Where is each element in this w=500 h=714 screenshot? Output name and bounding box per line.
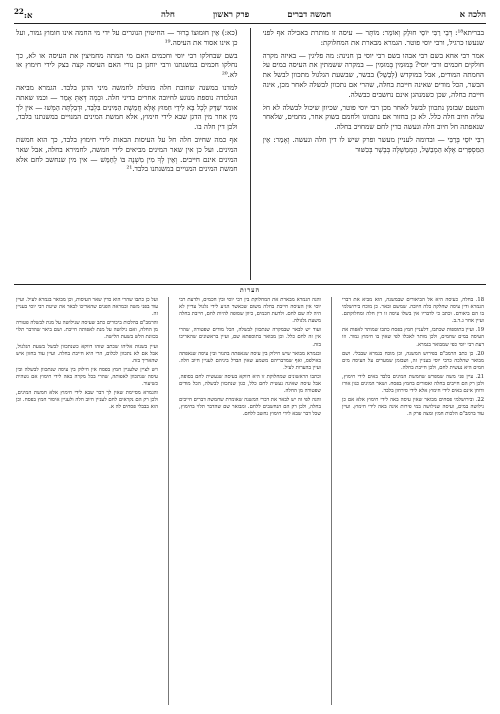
notes-column-center xyxy=(179,297,321,705)
footnote: ועיין בשנות אליהו שכתב שזהו דווקא כשנתכוון לבשל בשעת הגלגול, אבל אם לא נתכוון לכלום, הרי היא חייבת בחלה. ועיין עוד בחזון איש שהאריך בזה. xyxy=(16,343,158,364)
footnote: 18. בחלה, כעיסה היא אל הביאורים שבמשנה, הוא מביא את דברי הגמרא ודין עיסה שחלקה כלה חיובה. שמשם ובאר. כן מוכח בירושלמי בו הם ביאורם. וכתב כי לדבריו אין בשלו עיסה זו דין חלה ומחלוקתם. ועיין אחר ג.ד.ב. xyxy=(342,297,484,325)
footnote: ובגמרא מבואר שיש חילוק בין עיסה שנאפתה בתנור ובין עיסה שנאפתה באילפס, ואף שמדבריהם משמע שאין הבדל ביניהם לעניין חיוב חלה. ועיין בהערות לעיל. xyxy=(179,350,321,371)
footnote: והגמרא מסיימת שאין לך דבר שבא לידי חימוץ אלא חמשת המינים, ולכן רק הם נקראים לחם לעניין חיוב חלה ולעניין איסור חמץ בפסח. וכן הוא בבבלי פסחים לה א. xyxy=(16,390,158,411)
footnote: והנה הגמרא מבארת את המחלוקת בין רבי יוסי ובין חכמים, ולדעת רבי יוסי אין העיסה חייבת בחלה משום שכאשר הגיע לידי גלגול עדיין לא היה לה שם לחם. ולדעת חכמים, כיוון שסופה להיות לחם, חייבת בחלה משעת גלגולה. xyxy=(179,297,321,325)
notes-column-divider xyxy=(331,297,332,705)
running-header xyxy=(14,6,486,22)
main-paragraph: בשם שבחלקו רבי יוסי וחכמים האם מי המתה מחמיצין את העיסה או לא, כך נחלקו חכמים במשנתנו ורבי יוחנן בן נורי האם העיסה קצה בצק לידי חימוץ או לא.²⁰ xyxy=(16,50,238,80)
footnote: 21. עיין פני משה שמפרש שחמשת המינים בלבד באים לידי חימוץ, ולכן רק הם חייבים בחלה ואסורים בחמץ בפסח. ושאר המינים כגון אורז ודוחן אינם באים לידי חימוץ אלא לידי סירחון בלבד. xyxy=(342,373,484,395)
main-column-left xyxy=(16,28,238,280)
main-paragraph: אמר רבי אחא בשם רבי אבהו בשם רבי יוסי בן חנינה: מה פליגין — באיזה מקרה חולקים חכמים ורבי יוסי? בְּמוּמִין בְּמוּמִין — במקרה ששמתין את העיסה במים על החמתה המודים, אבל במוקדש (לְבַשֵׁל) בבשר, שבשעת הגלגול מתכוון לבשל את הבשר, הכל מודים שאינה חייבת בחלה, שהרי אם נתכוון לבשלה לאחר מכן, אינה חייבת בחלה, שכן כשמנהגן אינם נחשבים כבשלה. xyxy=(262,50,484,99)
main-paragraph: והטעם שבזמן נתכוון לבשל לאחר מכן רבי יוסי פוטר, שכיוון שיכול לבשלה לא חל עליה חיוב חלה כלל. לא כן בחזור אם נתכוונו ולחמם בשוק אחר, מחמים, שלאחר שנאפתה חל חיוב חלה ונעשה כדין לחם שמחויב בחלה. xyxy=(262,102,484,132)
header-chapter-number: פרק ראשון xyxy=(212,9,250,20)
footnote: 20. כן כתב הרמב"ם בפירוש המשנה, וכן מוכח בגמרא שבבלי. ושם מבואר שהלכה כרבי יוסי בעניין זה, ושבזמן שמערים על העיסה מים חמים היא נעשית לחם, ולכן חייבת בחלה. xyxy=(342,350,484,371)
main-text xyxy=(16,28,484,280)
footnote: והנה לפי זה יש לבאר את דברי המשנה שאומרת שחמשה דברים חייבים בחלה, ולכן רק הם הנחשבים ללחם. ומבואר שם שהדבר תלוי בחימוץ, שכל דבר שבא לידי חימוץ נחשב ללחם. xyxy=(179,397,321,418)
main-paragraph: רִבִּי יוֹסֵי בְּרַבִּי — ובדומה לעניין מעשר ופרק שיש לו דין חלה ונעשה. וְאָמַר: אֵין הַמִּסְפָּרִים אֶלָּא הַמְבַשֵּׁל, הַמְמַשְׁלָּה בְּבָשָׁר בְּכִשּׁוּר xyxy=(262,134,484,154)
main-paragraph: בבריתא¹⁸: דְּבֵי רַבִּי יוֹסֵי חוּלֵק וְאוֹמֵר: מוֹתָּר — עיסה זו מותרת באכילה אף לפני שנעשו כרגיל, ורבי יוסי פוטר. הגמרא מבארת את המחלוקת: xyxy=(262,28,484,47)
footnote: ועל כן כתבו שהרי הוא כדין שאר העיסות, וכן מבואר בגמרא לעיל. ועיין עוד בפני משה ובמראה הפנים שהאריכו לבאר את שיטת רבי יוסי בעניין זה. xyxy=(16,297,158,318)
notes-divider xyxy=(14,284,486,285)
footnote: ועוד יש לבאר שבמקרה שנתכוון לבשלה, הכל מודים שפטורה, שהרי אין זה לחם כלל. וכן מבואר בתוספתא שם, ועיין בראשונים שהאריכו בזה. xyxy=(179,327,321,348)
header-divider xyxy=(14,23,486,24)
notes-column-left xyxy=(16,297,158,705)
header-center xyxy=(161,9,331,20)
header-chapter-name: חמשה דברים xyxy=(287,9,332,20)
footnote: והרמב"ם בהלכות ביכורים כתב שעיסה שנילושה על מנת לבשלה פטורה מן החלה, ואם נילושה על מנת לאפותה חייבת. ושם ביאר שהדבר תלוי בכוונת הלש בשעת הלישה. xyxy=(16,320,158,341)
header-halacha: הלכה א xyxy=(459,9,486,20)
main-paragraph: (כא:) אֵין חוּמוּצוֹ בָרוּר — החיטוין הנוגרים על ידי מי החמה אינו חומוץ גמור, ועל כן אינו אסור את העיסה.¹⁹ xyxy=(16,28,238,47)
notes-column-right xyxy=(342,297,484,705)
main-paragraph: למדנו במשנה שחובת חלה מוטלת לחמשה מיני הדגן בלבד. הגמרא מביאה הנלמדה נוספת מנוגע לחיובה אחרים בדיני חלה. וּכְמָה דְּאַתְּ אָמַר — וכמו שאתה אומר שַׁדֵּק לְכָל בָּא לִידֵי חִמּוּץ אֶלָּא חֲמֵשֶׁת הַמִּינִים בִּלְבַד, וּדְבַלְתָּה הַמְּשׁוּ — אין לך מין אחר מין הדגן שבא לידי חימוץ, אלא חמשת המינים המנויים במשנתנו בלבד, ולכן דין חלה בו. xyxy=(16,82,238,132)
header-tractate: חלה xyxy=(161,9,175,20)
notes-column-divider xyxy=(168,297,169,705)
header-folio-text: א: xyxy=(23,10,33,21)
notes-heading: הערות xyxy=(240,287,260,294)
main-column-right xyxy=(263,28,485,280)
footnote: וכתבו הראשונים שמחלוקת זו היא דווקא בעיסה שנעשית לחם בסופה, אבל עיסה שאינה נעשית לחם כלל, כגון שנתכוון לבשלה, הכל מודים שפטורה מן החלה. xyxy=(179,373,321,395)
footnote: 22. ובירושלמי פסחים מבואר שאין עיסה באה לידי חימוץ אלא אם כן נילושה במים, ועיסה שנילושה במי פירות אינה באה לידי חימוץ. ועיין עוד ברמב"ם הלכות חמץ ומצה פרק ה. xyxy=(342,397,484,418)
header-folio xyxy=(14,7,32,21)
footnote: 19. ועיין בתוספות שכתבו, דלעניין חמץ בפסח כתבו שמותר לאפות את העיסה במים שחמים, ולכן מותר לאכלו לפי שאין בו חימוץ גמור. וזו דעת רבי יוסי כפי שמבואר בגמרא. xyxy=(342,327,484,348)
footnotes xyxy=(16,297,484,705)
footnote: ויש לציין שלעניין חמץ בפסח אין חילוק בין עיסה שנתכוון לבשלה ובין עיסה שנתכוון לאפותה, שהרי בכל מקרה באה לידי חימוץ אם נשהית כשיעור. xyxy=(16,366,158,388)
column-divider xyxy=(250,28,251,280)
main-paragraph: אף כמה שחיוב חלה חל על העיסות הבאות לידי חימוץ בלבד, כך הוא חמשת המינים. ועל כן אין שאר המינים מביאים לידי חמשה, לחמירא בחלה, אבל שאר המינים אינם חייבים. וְאֵין לְךָ מִין מִשְׁנֶה בּוֹ לְחַמֵּשׁ — אין מין שנחשב לחם אלא חמשת המינים המנויים במשנתנו בלבד.²¹ xyxy=(16,134,238,174)
header-folio-sup: 22 xyxy=(14,7,24,17)
